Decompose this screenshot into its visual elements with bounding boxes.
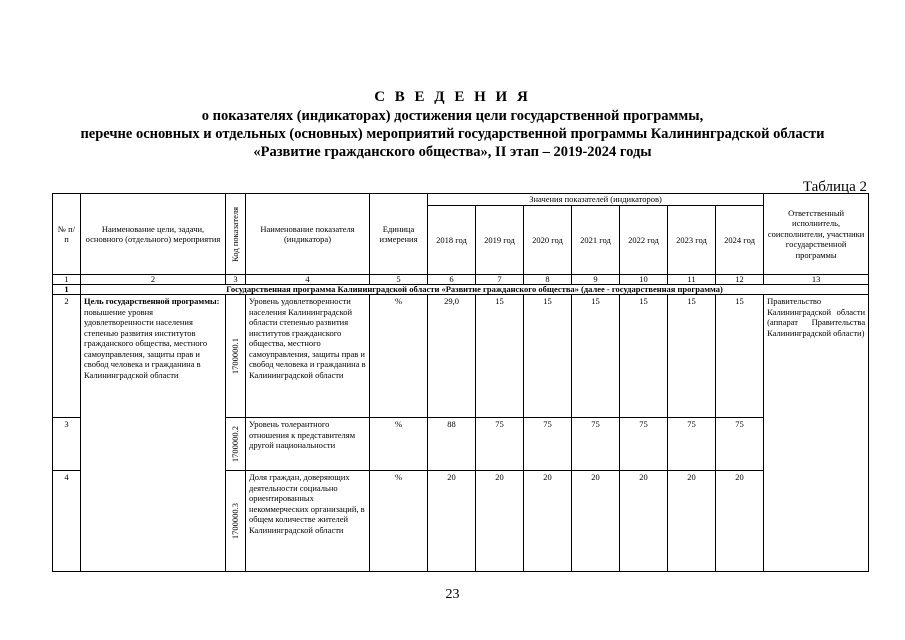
row-value: 20 [620,471,668,572]
table-row [53,295,869,418]
column-number: 3 [226,275,246,285]
row-num: 4 [53,471,81,572]
column-number: 13 [764,275,869,285]
row-value: 20 [668,471,716,572]
goal-label: Цель государственной программы: [84,296,220,306]
row-value: 75 [668,418,716,471]
responsible-cell: Правительство Калининградской области (аппарат Правительства Калининградской области) [764,295,869,572]
column-number: 4 [246,275,370,285]
row-value: 20 [716,471,764,572]
header-year: 2019 год [476,206,524,275]
row-unit: % [370,418,428,471]
row-value: 15 [668,295,716,418]
row-indicator: Доля граждан, доверяющих деятельности социально ориентированных некоммерческих организаций, в общем количестве жителей Калининградской области [246,471,370,572]
header-code [226,194,246,275]
row-value: 15 [716,295,764,418]
row-value: 15 [572,295,620,418]
column-number: 12 [716,275,764,285]
row-code [226,471,246,572]
goal-cell [81,295,226,572]
row-value: 75 [476,418,524,471]
header-year: 2021 год [572,206,620,275]
row-value: 20 [428,471,476,572]
header-values-group: Значения показателей (индикаторов) [428,194,764,206]
column-number: 8 [524,275,572,285]
row-code [226,295,246,418]
header-num: № п/п [53,194,81,275]
row-value: 15 [476,295,524,418]
row-indicator: Уровень толерантного отношения к представителям другой национальности [246,418,370,471]
header-unit: Единица измерения [370,194,428,275]
row-code [226,418,246,471]
row-value: 88 [428,418,476,471]
row-indicator: Уровень удовлетворенности населения Калининградской области степенью развития институтов гражданского общества, местного самоуправления, защиты прав и свобод человека и гражданина в Калининградской области [246,295,370,418]
section-title: Государственная программа Калининградской области «Развитие гражданского общества» (далее - государственная программа) [81,285,869,295]
header-responsible: Ответственный исполнитель, соисполнители, участники государственной программы [764,194,869,275]
column-number: 2 [81,275,226,285]
column-number: 9 [572,275,620,285]
header-code-label: Код показателя [230,206,241,262]
column-numbers-row [53,275,869,285]
column-number: 6 [428,275,476,285]
column-number: 1 [53,275,81,285]
column-number: 10 [620,275,668,285]
page-number: 23 [445,587,460,602]
row-value: 75 [572,418,620,471]
row-value: 15 [524,295,572,418]
header-year: 2024 год [716,206,764,275]
title-line-2: перечне основных и отдельных (основных) мероприятий государственной программы Калининградской области [80,126,825,142]
section-row [53,285,869,295]
section-num: 1 [53,285,81,295]
row-value: 75 [620,418,668,471]
header-year: 2020 год [524,206,572,275]
header-goal: Наименование цели, задачи, основного (отдельного) мероприятия [81,194,226,275]
row-value: 75 [716,418,764,471]
title-line-1: о показателях (индикаторах) достижения цели государственной программы, [201,108,704,124]
row-value: 75 [524,418,572,471]
row-code-label: 1700000.3 [230,502,241,540]
row-code-label: 1700000.2 [230,425,241,463]
row-value: 15 [620,295,668,418]
header-year: 2023 год [668,206,716,275]
column-number: 11 [668,275,716,285]
row-value: 20 [524,471,572,572]
table-label: Таблица 2 [802,179,867,195]
row-value: 20 [476,471,524,572]
header-year: 2018 год [428,206,476,275]
goal-text: повышение уровня удовлетворенности населения степенью развития институтов гражданского общества, местного самоуправления, защиты прав и свобод человека и гражданина в Калининградской области [84,306,208,380]
document-title: С В Е Д Е Н И Я [374,89,531,105]
row-num: 3 [53,418,81,471]
row-num: 2 [53,295,81,418]
indicators-table [52,193,869,572]
row-unit: % [370,471,428,572]
title-line-3: «Развитие гражданского общества», II этап – 2019-2024 годы [253,144,652,160]
row-value: 29,0 [428,295,476,418]
document-title-block [0,88,905,161]
row-unit: % [370,295,428,418]
header-year: 2022 год [620,206,668,275]
column-number: 7 [476,275,524,285]
header-indicator: Наименование показателя (индикатора) [246,194,370,275]
row-value: 20 [572,471,620,572]
column-number: 5 [370,275,428,285]
row-code-label: 1700000.1 [230,337,241,375]
